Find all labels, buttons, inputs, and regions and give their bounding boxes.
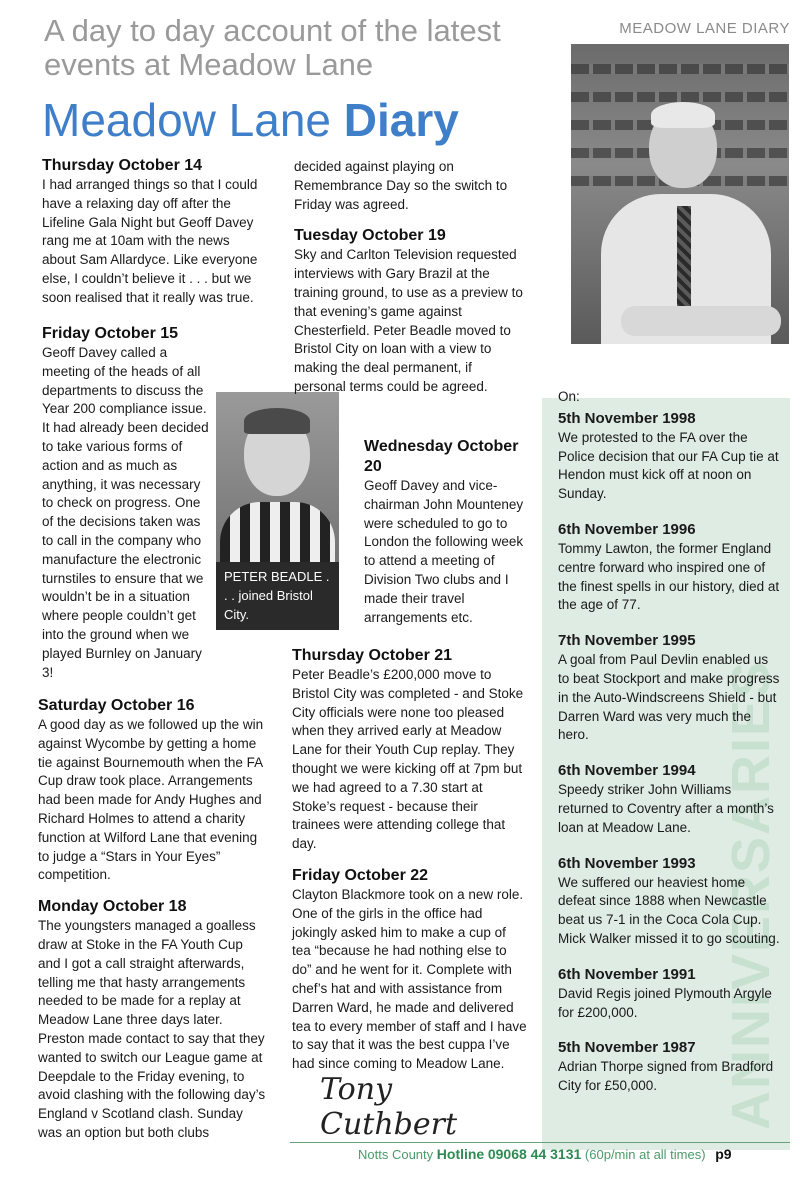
- diary-column-2b: [364, 437, 524, 627]
- footer-number: 09068 44 3131: [487, 1146, 582, 1162]
- anniv-item: [558, 761, 783, 837]
- anniv-item: [558, 409, 783, 504]
- anniv-item: [558, 520, 783, 615]
- section-label: MEADOW LANE DIARY: [619, 20, 790, 37]
- entry-date: Thursday October 14: [42, 157, 203, 174]
- entry-date: Monday October 18: [38, 898, 187, 916]
- anniv-date: 6th November 1996: [558, 520, 696, 538]
- entry-text: I had arranged things so that I could have a relaxing day off after the Lifeline Gala Night but Geoff Davey rang me at 10am with the news about Sam Allardyce. Like everyone else, I couldn’t believe it . . . but we soon realised that it really was true.: [42, 177, 258, 305]
- entry-date: Saturday October 16: [38, 697, 195, 714]
- entry-text: Geoff Davey and vice-chairman John Mounteney were scheduled to go to London the following week to attend a meeting of Division Two clubs and I made their travel arrangements etc.: [364, 478, 524, 625]
- anniv-item: [558, 631, 783, 745]
- diary-column-2c: [292, 646, 528, 1074]
- footer-hotline-label: Hotline: [436, 1146, 485, 1162]
- anniversaries-word-text: ANNIVERSARIES: [721, 659, 781, 1130]
- entry-text: decided against playing on Remembrance Day so the switch to Friday was agreed.: [294, 159, 508, 212]
- entry-date: Wednesday October 20: [364, 438, 519, 475]
- entry-date: Friday October 15: [42, 325, 179, 342]
- entry-text: Geoff Davey called a meeting of the heads of all departments to discuss the Year 200 compliance issue. It had already been decided to take various forms of action and as much as anything, it was necessary to check on progress. One of the decisions taken was to call in the company who manufacture the electronic turnstiles to ensure that we wouldn’t be in a situation where people couldn’t get into the ground when we played Burnley on January 3!: [42, 345, 209, 680]
- footer-rate: (60p/min at all times): [584, 1147, 706, 1162]
- anniv-date: 5th November 1987: [558, 1039, 696, 1057]
- anniv-date: 5th November 1998: [558, 409, 696, 427]
- anniv-text: Tommy Lawton, the former England centre forward who inspired one of the finest spells in our history, died at the age of 77.: [558, 540, 780, 613]
- page-number: p9: [715, 1146, 732, 1162]
- anniv-item: [558, 1038, 783, 1096]
- anniv-text: A goal from Paul Devlin enabled us to beat Stockport and make progress in the Auto-Windscreens Shield - but Darren Ward was very much the hero.: [558, 652, 780, 743]
- intro-heading: A day to day account of the latest events at Meadow Lane: [44, 13, 501, 82]
- entry-date: Friday October 22: [292, 866, 429, 884]
- diary-column-1: [42, 156, 267, 308]
- anniv-item: [558, 965, 783, 1023]
- anniv-date: 6th November 1993: [558, 854, 696, 872]
- entry-text: The youngsters managed a goalless draw at Stoke in the FA Youth Cup and I got a call straight afterwards, telling me that hasty arrangements needed to be made for a replay at Meadow Lane three days later. Preston made contact to say that they wanted to switch our League game at Deepdale to the Friday evening, to avoid clashing with the following day’s England v Scotland clash. Sunday was an option but both clubs: [38, 918, 266, 1140]
- entry-text: Peter Beadle’s £200,000 move to Bristol City was completed - and Stoke City officials were none too pleased when they arrived early at Meadow Lane for their Youth Cup replay. They thought we were kicking off at 7pm but we had agreed to a 7.30 start at Stoke’s request - because their trainees were attending college that day.: [292, 667, 524, 852]
- footer-club: Notts County: [358, 1147, 434, 1162]
- anniv-date: 7th November 1995: [558, 632, 696, 650]
- main-photo: [571, 44, 789, 344]
- anniversaries-list: [558, 388, 783, 1112]
- diary-column-1c: [38, 696, 268, 1143]
- anniv-text: We suffered our heaviest home defeat since 1888 when Newcastle beat us 7-1 in the Coca Cola Cup. Mick Walker missed it to go scouting.: [558, 874, 780, 946]
- anniv-date: 6th November 1994: [558, 762, 696, 780]
- anniv-intro: On:: [558, 389, 580, 404]
- entry-date: Tuesday October 19: [294, 227, 446, 245]
- diary-column-1b: [42, 324, 214, 682]
- footer-rule: [290, 1142, 790, 1143]
- anniv-text: David Regis joined Plymouth Argyle for £200,000.: [558, 985, 772, 1020]
- title-bold: Diary: [343, 94, 459, 146]
- diary-column-2: [294, 158, 526, 397]
- entry-text: A good day as we followed up the win against Wycombe by getting a home tie against Bournemouth when the FA Cup draw took place. Arrangements had been made for Andy Hughes and Richard Holmes to attend a charity function at Wilford Lane that evening to judge a “Stars in Your Eyes” competition.: [38, 717, 264, 883]
- anniv-text: We protested to the FA over the Police decision that our FA Cup tie at Hendon must kick off at noon on Sunday.: [558, 429, 779, 502]
- anniv-text: Adrian Thorpe signed from Bradford City for £50,000.: [558, 1059, 774, 1094]
- title-light: Meadow Lane: [42, 94, 331, 146]
- page-title: [42, 93, 459, 147]
- anniv-item: [558, 854, 783, 949]
- signature: Tony Cuthbert: [320, 1072, 458, 1142]
- anniv-text: Speedy striker John Williams returned to Coventry after a month’s loan at Meadow Lane.: [558, 782, 774, 835]
- diary-entry: [42, 156, 267, 308]
- entry-date: Thursday October 21: [292, 647, 453, 664]
- photo-caption: PETER BEADLE . . . joined Bristol City.: [216, 562, 339, 630]
- anniv-date: 6th November 1991: [558, 965, 696, 983]
- entry-text: Sky and Carlton Television requested interviews with Gary Brazil at the training ground, to use as a preview to that evening’s game against Chesterfield. Peter Beadle moved to Bristol City on loan with a view to making the deal permanent, if personal terms could be agreed.: [294, 247, 523, 394]
- footer: [358, 1146, 732, 1162]
- entry-text: Clayton Blackmore took on a new role. One of the girls in the office had jokingly asked him to make a cup of tea “because he had nothing else to do” and he went for it. Complete with chef’s hat and with assistance from Darren Ward, he made and delivered tea to every member of staff and I have to say that it was the best cuppa I’ve had since coming to Meadow Lane.: [292, 886, 527, 1072]
